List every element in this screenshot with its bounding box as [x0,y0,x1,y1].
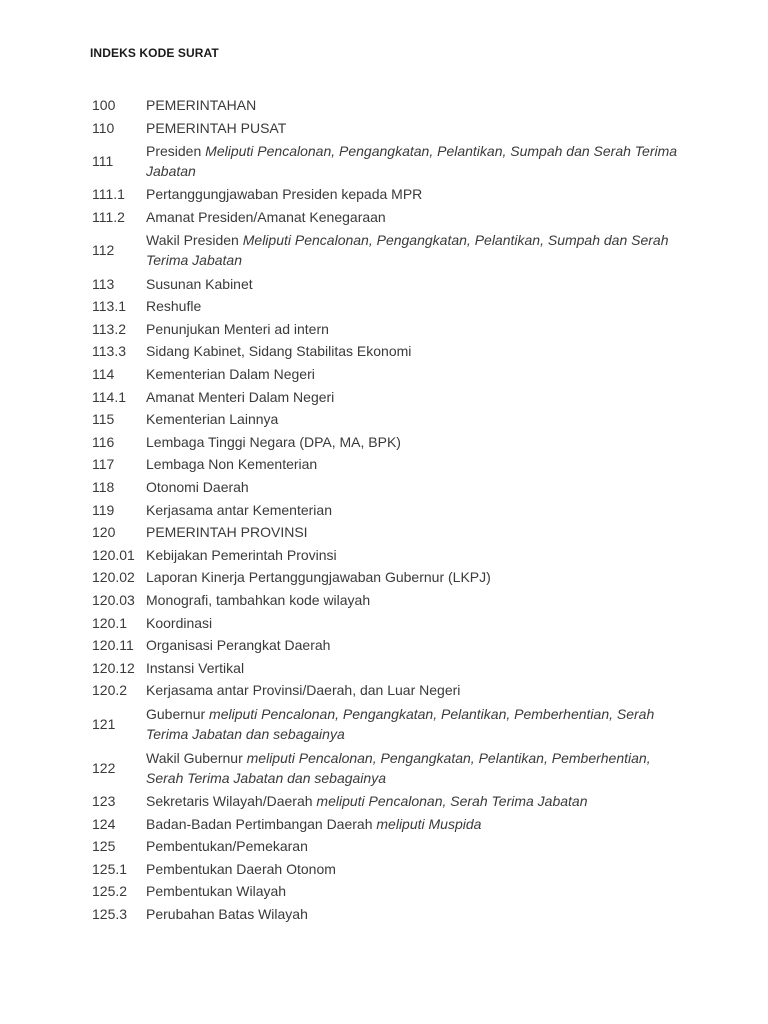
index-code: 113.3 [92,343,126,360]
index-description-text: Kerjasama antar Kementerian [146,501,332,518]
index-row [92,679,682,702]
index-description [146,790,682,813]
index-description-text: Lembaga Tinggi Negara (DPA, MA, BPK) [146,433,401,450]
index-row [92,295,682,318]
index-code: 119 [92,501,115,518]
index-code: 123 [92,792,116,809]
index-description-text: PEMERINTAH PUSAT [146,119,287,136]
index-description-text: Kebijakan Pemerintah Provinsi [146,546,337,563]
index-code: 116 [92,433,115,450]
index-description [146,431,682,454]
index-row [92,228,682,272]
index-description [146,117,682,140]
index-description-text: Instansi Vertikal [146,659,245,676]
index-row [92,903,682,926]
index-row [92,340,682,363]
index-code: 113.2 [92,320,126,337]
index-code: 115 [92,411,115,428]
index-description-text: Kerjasama antar Provinsi/Daerah, dan Luar Negeri [146,682,461,699]
index-code: 100 [92,97,116,114]
index-description [146,857,682,880]
index-code: 114 [92,366,115,383]
index-description-text: Monografi, tambahkan kode wilayah [146,591,371,608]
index-description-text: Otonomi Daerah [146,479,249,496]
index-row [92,857,682,880]
index-row [92,611,682,634]
index-description-text: PEMERINTAH PROVINSI [146,524,308,541]
index-code: 111 [92,153,114,170]
index-description [146,340,682,363]
index-description [146,611,682,634]
index-code: 113 [92,275,115,292]
index-description-note: Meliputi Pencalonan, Pengangkatan, Pelantikan, Sumpah dan Serah Terima Jabatan [146,143,678,180]
index-description [146,544,682,567]
index-description [146,521,682,544]
index-description-note: meliputi Pencalonan, Pengangkatan, Pelantikan, Pemberhentian, Serah Terima Jabatan dan sebagainya [146,705,655,742]
index-code: 121 [92,715,116,732]
index-description-text: PEMERINTAHAN [146,97,257,114]
index-description-text: Perubahan Batas Wilayah [146,905,308,922]
index-description [146,679,682,702]
index-row [92,656,682,679]
index-description-text: Pertanggungjawaban Presiden kepada MPR [146,186,423,203]
index-code: 120.02 [92,569,135,586]
index-code: 112 [92,242,115,259]
index-code: 120 [92,524,116,541]
index-description-note: meliputi Pencalonan, Pengangkatan, Pelantikan, Pemberhentian, Serah Terima Jabatan dan sebagainya [146,749,651,786]
index-description [146,363,682,386]
index-description [146,498,682,521]
index-description-text: Wakil Presiden [146,232,239,249]
index-description-text: Kementerian Lainnya [146,411,279,428]
index-description-note: Meliputi Pencalonan, Pengangkatan, Pelantikan, Sumpah dan Serah Terima Jabatan [146,232,669,269]
index-description [146,634,682,657]
index-code: 120.03 [92,591,135,608]
index-row [92,702,682,746]
index-row [92,880,682,903]
index-row [92,363,682,386]
index-description [146,206,682,229]
index-code: 125.2 [92,883,128,900]
index-description-text: Koordinasi [146,614,213,631]
index-description-text: Pembentukan Wilayah [146,883,287,900]
index-description [146,903,682,926]
index-code: 125.1 [92,860,128,877]
index-description [146,453,682,476]
index-code: 120.11 [92,637,134,654]
index-description-text: Pembentukan/Pemekaran [146,838,308,855]
index-code: 120.2 [92,682,128,699]
index-row [92,408,682,431]
index-description [146,566,682,589]
index-description-text: Susunan Kabinet [146,275,253,292]
index-description-note: meliputi Muspida [376,815,482,832]
index-description [146,94,682,117]
index-description-text: Presiden [146,143,202,160]
index-code: 120.1 [92,614,128,631]
index-description-text: Sidang Kabinet, Sidang Stabilitas Ekonomi [146,343,412,360]
index-row [92,385,682,408]
index-code: 125.3 [92,905,128,922]
index-description-text: Amanat Menteri Dalam Negeri [146,388,335,405]
index-description [146,318,682,341]
index-description [146,272,682,295]
index-row [92,634,682,657]
index-row [92,746,682,790]
index-description [146,746,682,790]
index-description-text: Lembaga Non Kementerian [146,456,318,473]
index-description-text: Reshufle [146,298,202,315]
index-row [92,431,682,454]
index-row [92,544,682,567]
index-description [146,476,682,499]
index-description [146,139,682,183]
index-code: 110 [92,119,115,136]
index-description-text: Organisasi Perangkat Daerah [146,637,331,654]
index-description-text: Sekretaris Wilayah/Daerah [146,792,313,809]
index-description-text: Badan-Badan Pertimbangan Daerah [146,815,373,832]
index-code: 120.01 [92,546,135,563]
index-row [92,521,682,544]
index-row [92,566,682,589]
index-description [146,880,682,903]
index-row [92,318,682,341]
index-row [92,589,682,612]
index-description [146,812,682,835]
index-description-text: Kementerian Dalam Negeri [146,366,315,383]
index-code: 124 [92,815,116,832]
index-description-text: Penunjukan Menteri ad intern [146,320,329,337]
index-description-text: Pembentukan Daerah Otonom [146,860,336,877]
index-row [92,206,682,229]
index-code: 118 [92,479,115,496]
index-code: 114.1 [92,388,126,405]
index-row [92,272,682,295]
index-row [92,94,682,117]
index-description-text: Laporan Kinerja Pertanggungjawaban Gubernur (LKPJ) [146,569,491,586]
index-description [146,385,682,408]
index-code: 122 [92,759,116,776]
index-description-text: Wakil Gubernur [146,749,243,766]
index-description [146,228,682,272]
index-code: 113.1 [92,298,126,315]
index-row [92,453,682,476]
code-index-body [92,94,682,925]
index-code: 111.1 [92,186,125,203]
document-title: INDEKS KODE SURAT [90,46,219,60]
index-description [146,183,682,206]
index-description [146,295,682,318]
index-code: 111.2 [92,209,125,226]
index-row [92,790,682,813]
index-description [146,702,682,746]
index-row [92,812,682,835]
code-index-table [92,94,682,925]
index-code: 117 [92,456,115,473]
index-row [92,835,682,858]
index-row [92,183,682,206]
index-row [92,476,682,499]
index-row [92,117,682,140]
index-description [146,835,682,858]
index-row [92,139,682,183]
index-description-note: meliputi Pencalonan, Serah Terima Jabatan [316,792,588,809]
index-code: 120.12 [92,659,135,676]
index-description [146,408,682,431]
index-code: 125 [92,838,116,855]
index-description-text: Amanat Presiden/Amanat Kenegaraan [146,209,386,226]
index-description [146,589,682,612]
index-description [146,656,682,679]
index-row [92,498,682,521]
index-description-text: Gubernur [146,705,206,722]
